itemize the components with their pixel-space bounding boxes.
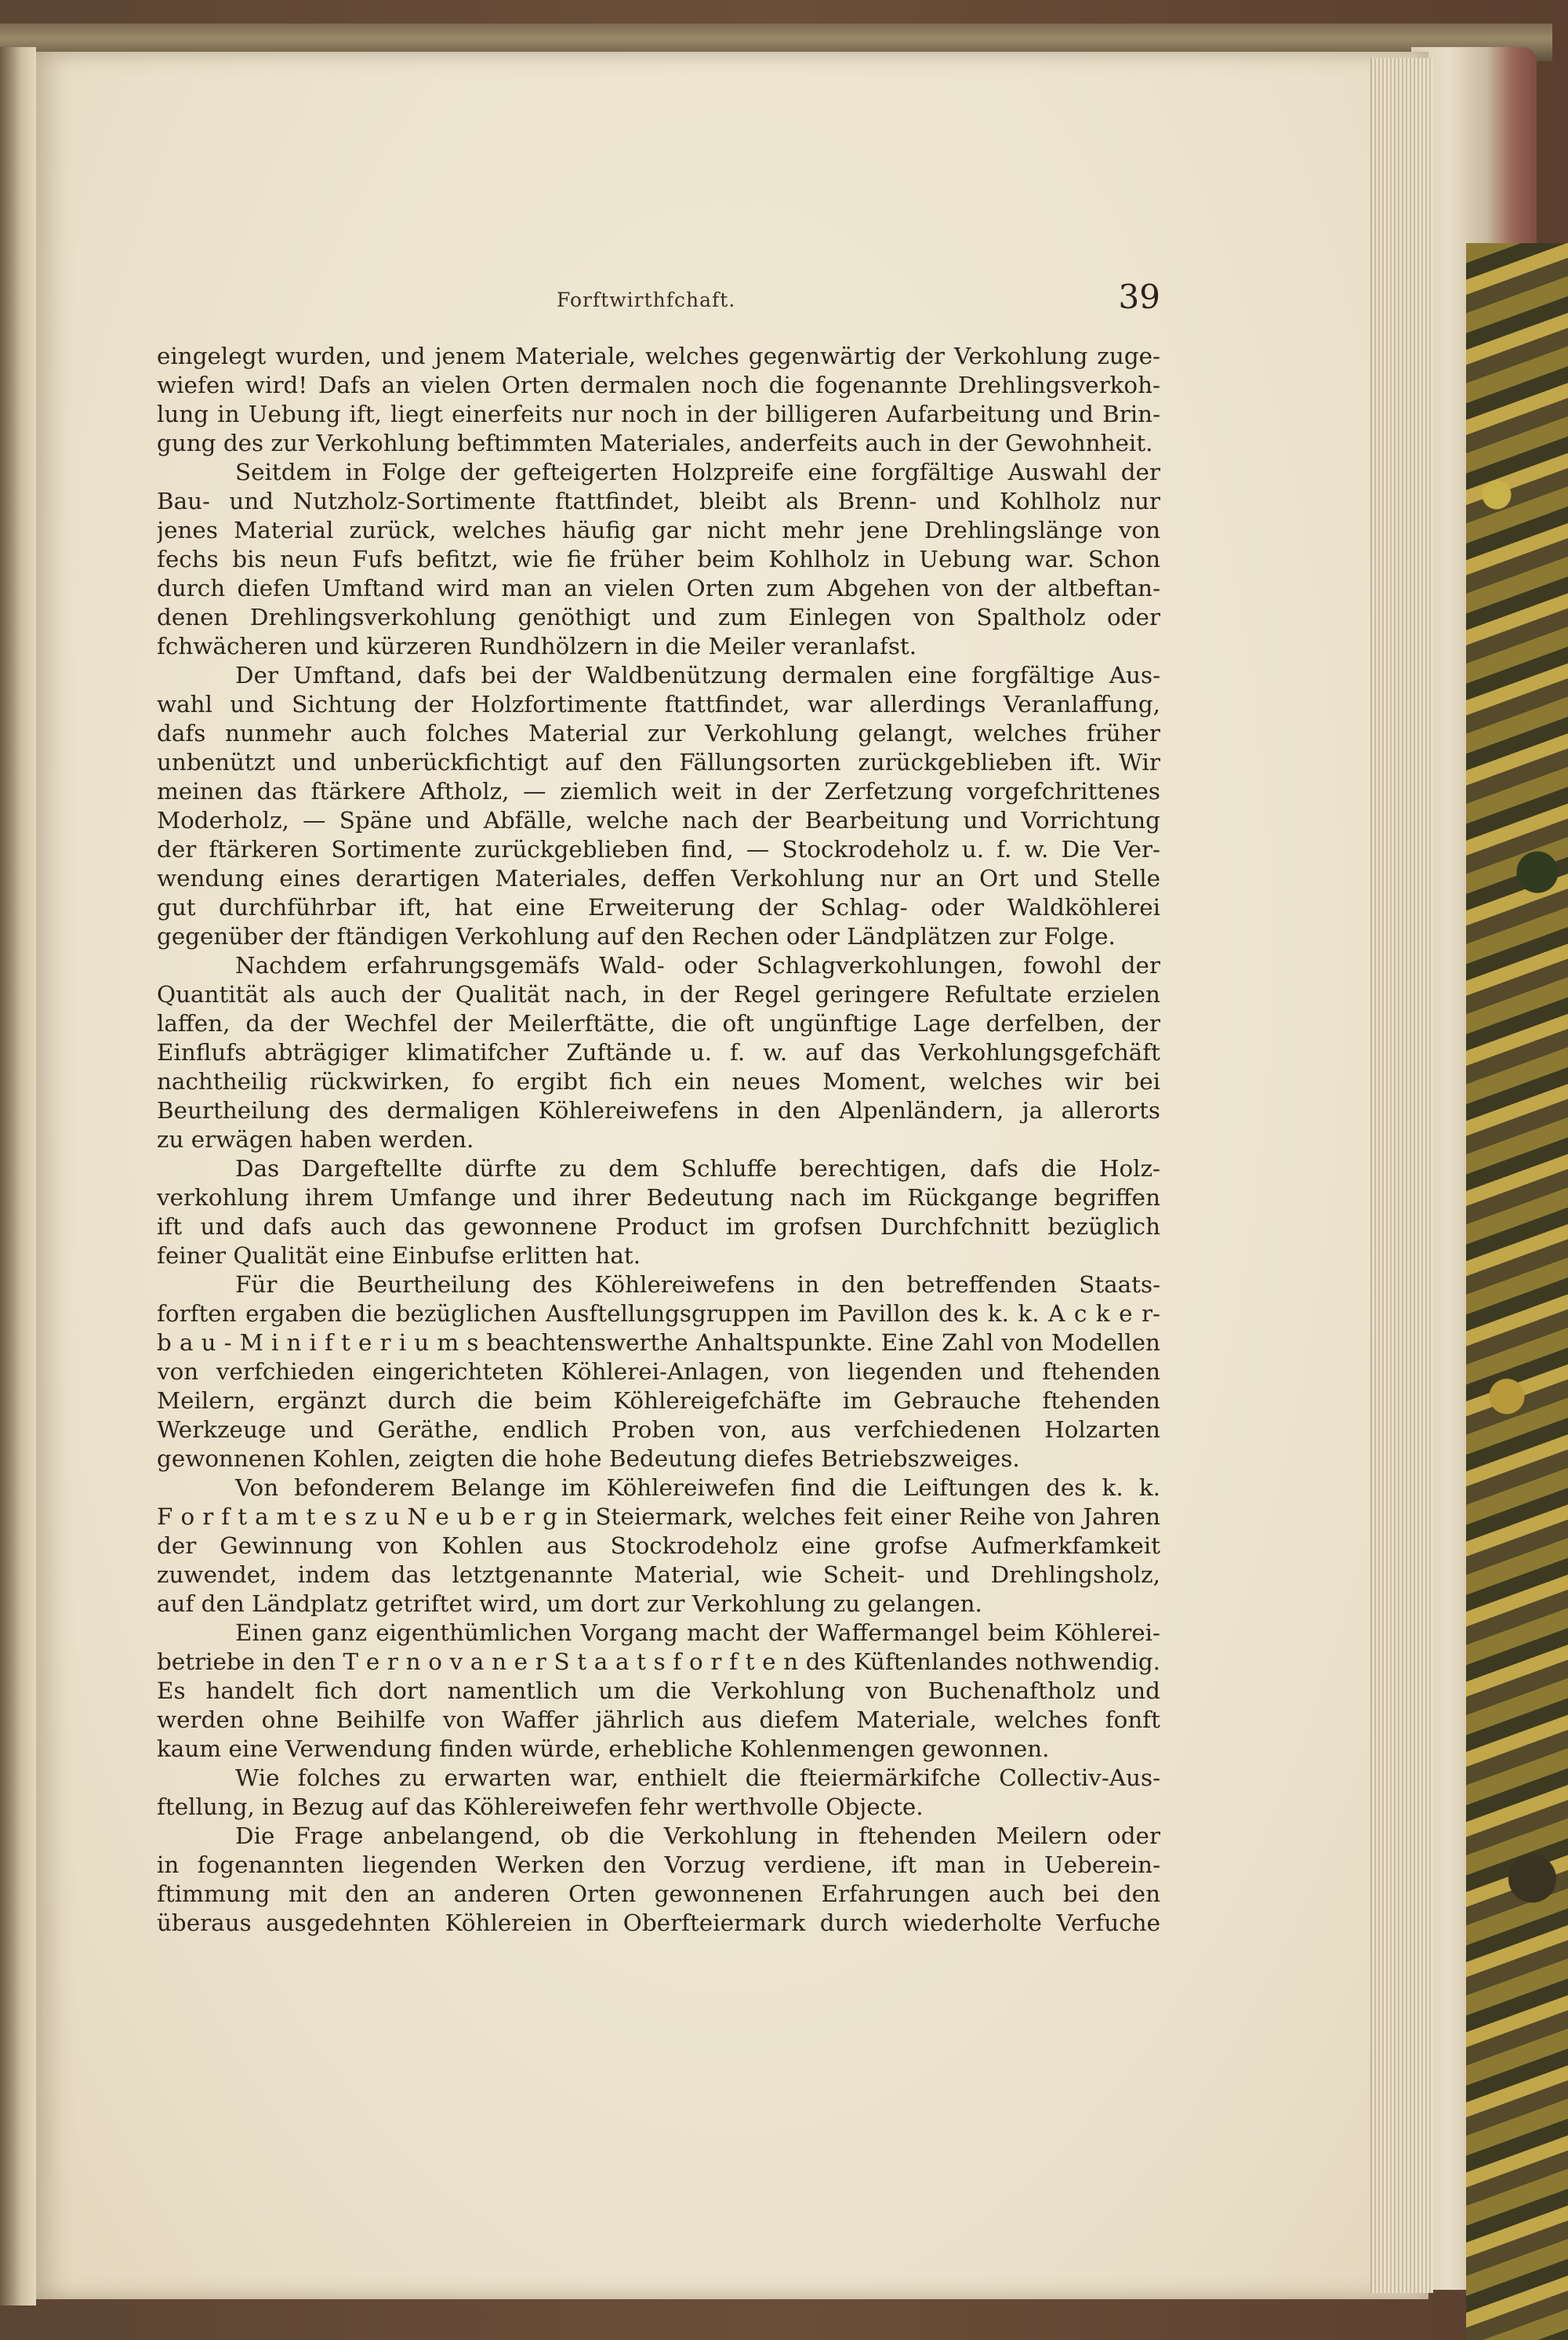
text-line: denen Drehlingsverkohlung genöthigt und zum Einlegen von Spaltholz oder [157,604,1160,630]
running-head [157,278,1160,320]
body-text [157,342,1160,1938]
text-line: Moderholz, — Späne und Abfälle, welche nach der Bearbeitung und Vorrichtung [157,807,1160,834]
text-line: Von befonderem Belange im Köhlereiwefen find die Leiftungen des k. k. [235,1474,1160,1501]
text-line: Einflufs abträgiger klimatifcher Zuftände u. f. w. auf das Verkohlungsgefchäft [157,1039,1160,1066]
text-line: Für die Beurtheilung des Köhlereiwefens in den betreffenden Staats- [235,1271,1160,1298]
text-line: überaus ausgedehnten Köhlereien in Oberfteiermark durch wiederholte Verfuche [157,1909,1160,1936]
text-line: fechs bis neun Fufs befitzt, wie fie früher beim Kohlholz in Uebung war. Schon [157,546,1160,572]
text-line: verkohlung ihrem Umfange und ihrer Bedeutung nach im Rückgange begriffen [157,1184,1160,1211]
text-line: wiefen wird! Dafs an vielen Orten dermalen noch die fogenannte Drehlingsverkoh- [157,372,1160,398]
text-line: Es handelt fich dort namentlich um die Verkohlung von Buchenaftholz und [157,1677,1160,1704]
text-line: dafs nunmehr auch folches Material zur Verkohlung gelangt, welches früher [157,720,1160,747]
marbled-endpaper [1466,243,1568,2340]
text-line: Werkzeuge und Geräthe, endlich Proben von, aus verfchiedenen Holzarten [157,1416,1160,1443]
text-line: Bau- und Nutzholz-Sortimente ftattfindet, bleibt als Brenn- und Kohlholz nur [157,488,1160,514]
text-line: Beurtheilung des dermaligen Köhlereiwefens in den Alpenländern, ja allerorts [157,1097,1160,1124]
text-line: ftimmung mit den an anderen Orten gewonnenen Erfahrungen auch bei den [157,1880,1160,1907]
text-line: laffen, da der Wechfel der Meilerftätte, die oft ungünftige Lage derfelben, der [157,1010,1160,1037]
text-line: wahl und Sichtung der Holzfortimente ftattfindet, war allerdings Veranlaffung, [157,691,1160,718]
text-line: Quantität als auch der Qualität nach, in der Regel geringere Refultate erzielen [157,981,1160,1008]
page-fore-edge [1370,58,1433,2293]
text-line: lung in Uebung ift, liegt einerfeits nur noch in der billigeren Aufarbeitung und Brin- [157,401,1160,427]
text-line: forften ergaben die bezüglichen Ausftellungsgruppen im Pavillon des k. k. A c k e r- [157,1300,1160,1327]
text-line: Einen ganz eigenthümlichen Vorgang macht der Waffermangel beim Köhlerei- [235,1619,1160,1646]
text-line: gewonnenen Kohlen, zeigten die hohe Bedeutung diefes Betriebszweiges. [157,1445,1020,1472]
page-number: 39 [1118,278,1160,316]
text-line: auf den Ländplatz getriftet wird, um dort zur Verkohlung zu gelangen. [157,1590,982,1617]
text-line: ift und dafs auch das gewonnene Product im grofsen Durchfchnitt bezüglich [157,1213,1160,1240]
text-line: kaum eine Verwendung finden würde, erhebliche Kohlenmengen gewonnen. [157,1735,1050,1762]
facing-page-edge [0,47,36,2305]
text-line: gegenüber der ftändigen Verkohlung auf den Rechen oder Ländplätzen zur Folge. [157,923,1116,950]
text-line: zu erwägen haben werden. [157,1126,474,1153]
text-line: wendung eines derartigen Materiales, deffen Verkohlung nur an Ort und Stelle [157,865,1160,892]
text-line: jenes Material zurück, welches häufig gar nicht mehr jene Drehlingslänge von [157,517,1160,543]
running-title: Forftwirthfchaft. [557,289,736,311]
text-line: gut durchführbar ift, hat eine Erweiterung der Schlag- oder Waldköhlerei [157,894,1160,921]
text-line: ftellung, in Bezug auf das Köhlereiwefen fehr werthvolle Objecte. [157,1793,924,1820]
text-line: Das Dargeftellte dürfte zu dem Schluffe berechtigen, dafs die Holz- [235,1155,1160,1182]
text-line: der ftärkeren Sortimente zurückgeblieben find, — Stockrodeholz u. f. w. Die Ver- [157,836,1160,863]
text-line: eingelegt wurden, und jenem Materiale, welches gegenwärtig der Verkohlung zuge- [157,343,1160,369]
text-line: Nachdem erfahrungsgemäfs Wald- oder Schlagverkohlungen, fowohl der [235,952,1160,979]
text-line: Wie folches zu erwarten war, enthielt die fteiermärkifche Collectiv-Aus- [235,1764,1160,1791]
text-line: Die Frage anbelangend, ob die Verkohlung in ftehenden Meilern oder [235,1822,1160,1849]
text-line: unbenützt und unberückfichtigt auf den Fällungsorten zurückgeblieben ift. Wir [157,749,1160,776]
text-line: feiner Qualität eine Einbufse erlitten hat. [157,1242,641,1269]
text-line: zuwendet, indem das letztgenannte Material, wie Scheit- und Drehlingsholz, [157,1561,1160,1588]
text-line: fchwächeren und kürzeren Rundhölzern in die Meiler veranlafst. [157,633,917,659]
text-line: werden ohne Beihilfe von Waffer jährlich aus diefem Materiale, welches fonft [157,1706,1160,1733]
text-line: durch diefen Umftand wird man an vielen Orten zum Abgehen von der altbeftan- [157,575,1160,601]
text-line: Der Umftand, dafs bei der Waldbenützung dermalen eine forgfältige Aus- [235,662,1160,689]
text-line: der Gewinnung von Kohlen aus Stockrodeholz eine grofse Aufmerkfamkeit [157,1532,1160,1559]
text-line: nachtheilig rückwirken, fo ergibt fich ein neues Moment, welches wir bei [157,1068,1160,1095]
text-line: betriebe in den T e r n o v a n e r S t a a t s f o r f t e n des Küftenlandes nothwendig. [157,1648,1160,1675]
text-line: gung des zur Verkohlung beftimmten Materiales, anderfeits auch in der Gewohnheit. [157,430,1153,456]
text-line: b a u - M i n i f t e r i u m s beachtenswerthe Anhaltspunkte. Eine Zahl von Modellen [157,1329,1160,1356]
text-line: Meilern, ergänzt durch die beim Köhlereigefchäfte im Gebrauche ftehenden [157,1387,1160,1414]
text-line: meinen das ftärkere Aftholz, — ziemlich weit in der Zerfetzung vorgefchrittenes [157,778,1160,805]
text-line: in fogenannten liegenden Werken den Vorzug verdiene, ift man in Ueberein- [157,1851,1160,1878]
text-line: Seitdem in Folge der gefteigerten Holzpreife eine forgfältige Auswahl der [235,459,1160,485]
text-line: von verfchieden eingerichteten Köhlerei-Anlagen, von liegenden und ftehenden [157,1358,1160,1385]
text-line: F o r f t a m t e s z u N e u b e r g in Steiermark, welches feit einer Reihe von Jahren [157,1503,1160,1530]
